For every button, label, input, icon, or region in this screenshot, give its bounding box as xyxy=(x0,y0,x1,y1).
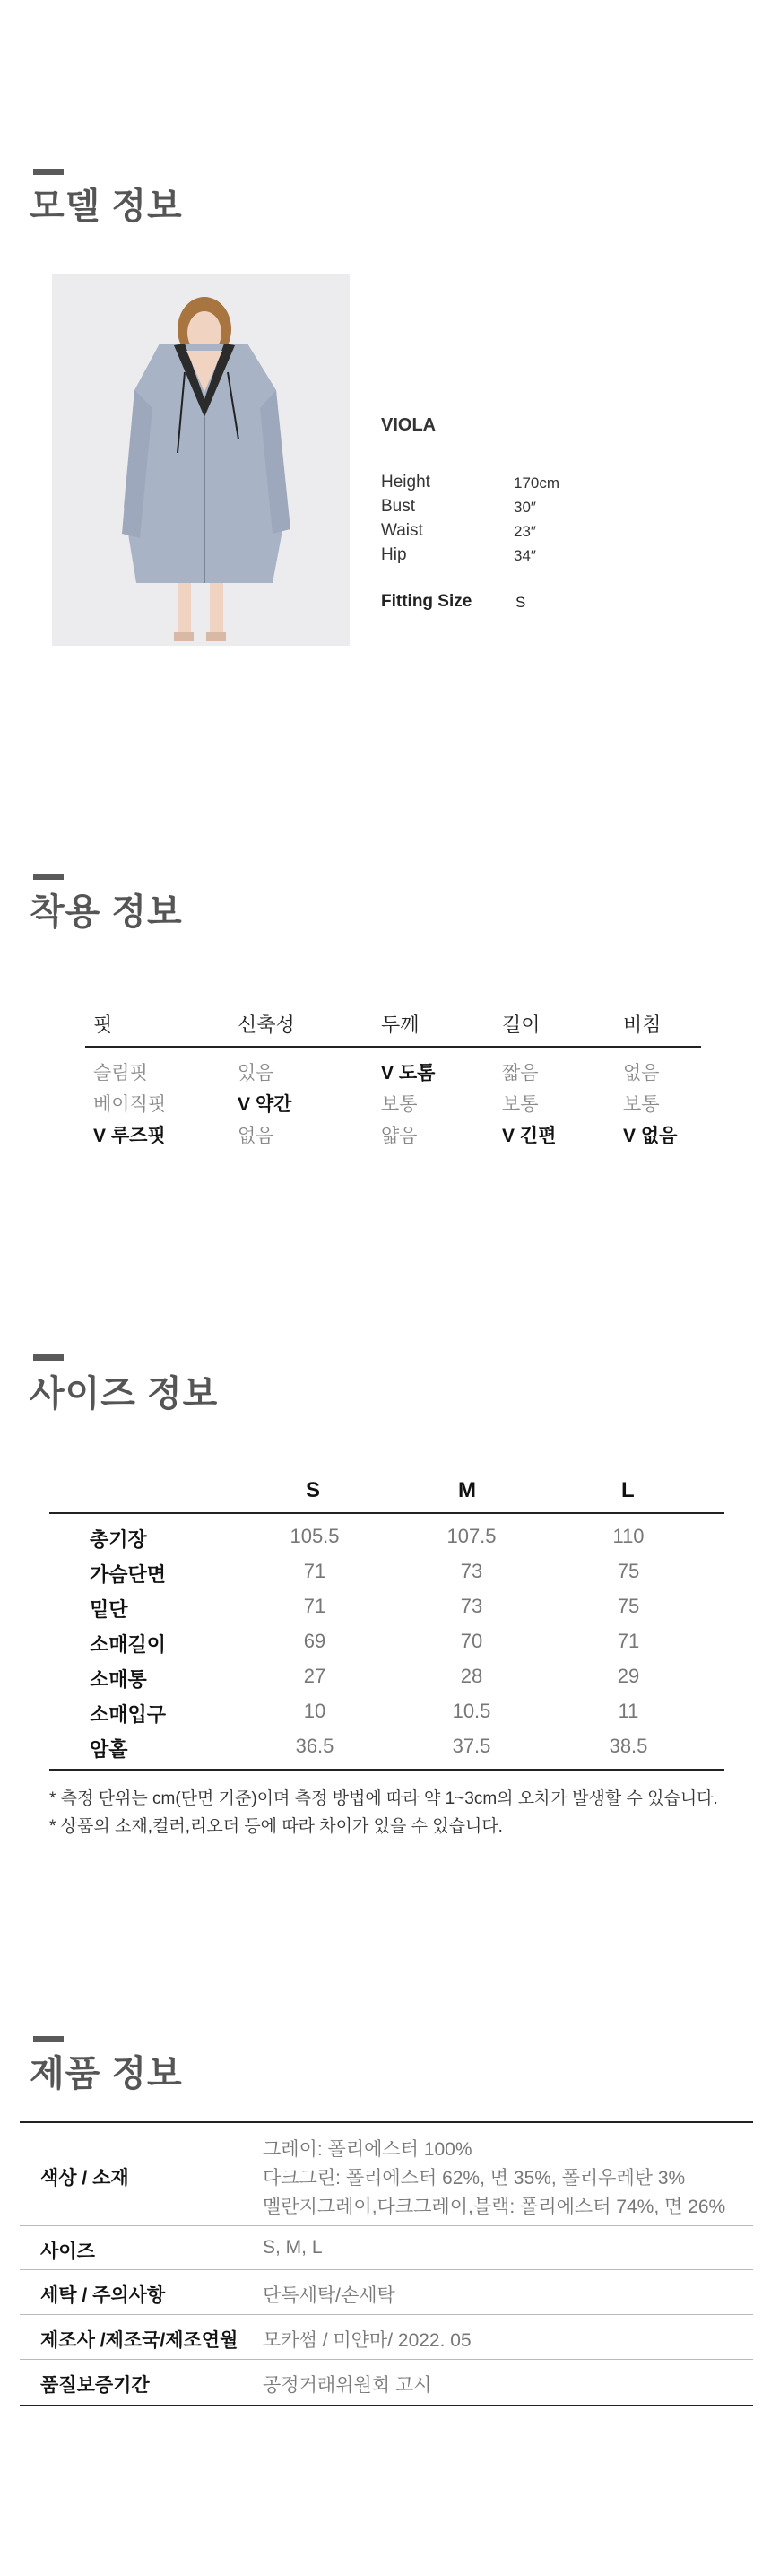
size-header-divider xyxy=(49,1512,724,1514)
material-line: 멜란지그레이,다크그레이,블랙: 폴리에스터 74%, 면 26% xyxy=(263,2197,726,2217)
product-row-divider xyxy=(20,2225,753,2226)
measure-label: Hip xyxy=(381,545,407,564)
size-value: 28 xyxy=(460,1665,483,1687)
measure-value: 170cm xyxy=(514,474,560,492)
size-row-label: 소매통 xyxy=(90,1668,147,1691)
maker-value: 모카썸 / 미얀마/ 2022. 05 xyxy=(263,2330,472,2351)
size-value: 36.5 xyxy=(295,1735,334,1757)
material-label: 색상 / 소재 xyxy=(40,2168,129,2189)
model-name: VIOLA xyxy=(381,415,437,435)
size-value: 73 xyxy=(460,1595,483,1617)
size-column-header: S xyxy=(306,1478,321,1502)
measure-value: 30″ xyxy=(514,499,536,516)
product-row-divider xyxy=(20,2359,753,2360)
measure-value: 23″ xyxy=(514,523,536,540)
size-value: 10 xyxy=(303,1700,326,1722)
size-section-title: 사이즈 정보 xyxy=(30,1374,219,1414)
size-value: 73 xyxy=(460,1560,483,1582)
fit-option: 있음 xyxy=(238,1063,274,1083)
fit-option-selected: V 루즈핏 xyxy=(93,1126,166,1146)
size-value: 69 xyxy=(303,1630,326,1652)
measure-label: Bust xyxy=(381,497,416,516)
size-value: 75 xyxy=(617,1595,640,1617)
fit-option: 없음 xyxy=(623,1063,660,1083)
maker-label: 제조사 /제조국/제조연월 xyxy=(40,2330,238,2351)
model-section-title: 모델 정보 xyxy=(30,187,183,226)
measure-value: 34″ xyxy=(514,547,536,564)
warranty-label: 품질보증기간 xyxy=(40,2375,150,2396)
fit-option: 베이직핏 xyxy=(93,1094,167,1115)
fit-column-header: 비침 xyxy=(623,1014,662,1036)
size-row-label: 암홀 xyxy=(90,1738,128,1761)
size-label: 사이즈 xyxy=(40,2241,95,2262)
material-line: 다크그린: 폴리에스터 62%, 면 35%, 폴리우레탄 3% xyxy=(263,2168,686,2189)
fit-header-divider xyxy=(85,1046,701,1048)
material-line: 그레이: 폴리에스터 100% xyxy=(263,2139,472,2160)
wash-value: 단독세탁/손세탁 xyxy=(263,2285,395,2306)
size-value: 105.5 xyxy=(290,1525,340,1547)
size-value: 75 xyxy=(617,1560,640,1582)
wash-label: 세탁 / 주의사항 xyxy=(40,2285,166,2306)
fitting-size-label: Fitting Size xyxy=(381,592,472,611)
size-row-label: 소매길이 xyxy=(90,1633,167,1656)
size-value: 107.5 xyxy=(446,1525,497,1547)
fit-column-header: 핏 xyxy=(93,1014,113,1036)
size-row-label: 밑단 xyxy=(90,1598,128,1621)
fit-column-header: 두께 xyxy=(381,1014,420,1036)
size-row-label: 가슴단면 xyxy=(90,1563,167,1586)
size-row-label: 총기장 xyxy=(90,1528,147,1551)
size-value: 11 xyxy=(618,1700,639,1722)
fit-option-selected: V 도톰 xyxy=(381,1063,436,1083)
product-row-divider xyxy=(20,2314,753,2315)
fit-section-title: 착용 정보 xyxy=(30,892,183,932)
size-column-header: L xyxy=(621,1478,635,1502)
fit-option: 없음 xyxy=(238,1126,274,1146)
size-table-bottom-divider xyxy=(49,1769,724,1771)
fit-option: 보통 xyxy=(381,1094,418,1115)
fit-column-header: 길이 xyxy=(502,1014,541,1036)
fit-option: 보통 xyxy=(502,1094,539,1115)
fit-option-selected: V 약간 xyxy=(238,1094,292,1115)
fitting-size-value: S xyxy=(515,594,526,611)
fit-option: 짧음 xyxy=(502,1063,539,1083)
size-value: 71 xyxy=(303,1595,326,1617)
size-value: 29 xyxy=(617,1665,640,1687)
size-note: * 상품의 소재,컬러,리오더 등에 따라 차이가 있을 수 있습니다. xyxy=(49,1817,503,1836)
fit-option: 보통 xyxy=(623,1094,660,1115)
section-marker xyxy=(33,1354,64,1361)
product-table-bottom-border xyxy=(20,2405,753,2406)
fit-column-header: 신축성 xyxy=(238,1014,295,1036)
fit-option: 슬림핏 xyxy=(93,1063,148,1083)
model-photo xyxy=(52,274,350,646)
measure-label: Waist xyxy=(381,521,423,540)
size-column-header: M xyxy=(458,1478,476,1502)
fit-option: 얇음 xyxy=(381,1126,418,1146)
size-row-label: 소매입구 xyxy=(90,1703,167,1726)
product-section-title: 제품 정보 xyxy=(30,2054,183,2093)
size-value: 71 xyxy=(617,1630,640,1652)
warranty-value: 공정거래위원회 고시 xyxy=(263,2375,432,2396)
product-row-divider xyxy=(20,2269,753,2270)
size-value: 71 xyxy=(303,1560,326,1582)
product-table-top-border xyxy=(20,2121,753,2123)
section-marker xyxy=(33,2036,64,2042)
size-value: 70 xyxy=(460,1630,483,1652)
size-note: * 측정 단위는 cm(단면 기준)이며 측정 방법에 따라 약 1~3cm의 오차가 발생할 수 있습니다. xyxy=(49,1789,718,1808)
size-value: 37.5 xyxy=(452,1735,491,1757)
section-marker xyxy=(33,169,64,175)
section-marker xyxy=(33,874,64,880)
fit-option-selected: V 없음 xyxy=(623,1126,678,1146)
size-value: 110 xyxy=(612,1525,645,1547)
size-value: 38.5 xyxy=(609,1735,648,1757)
size-value: 10.5 xyxy=(452,1700,491,1722)
size-value: S, M, L xyxy=(263,2237,323,2258)
measure-label: Height xyxy=(381,473,430,492)
size-value: 27 xyxy=(303,1665,326,1687)
fit-option-selected: V 긴편 xyxy=(502,1126,557,1146)
